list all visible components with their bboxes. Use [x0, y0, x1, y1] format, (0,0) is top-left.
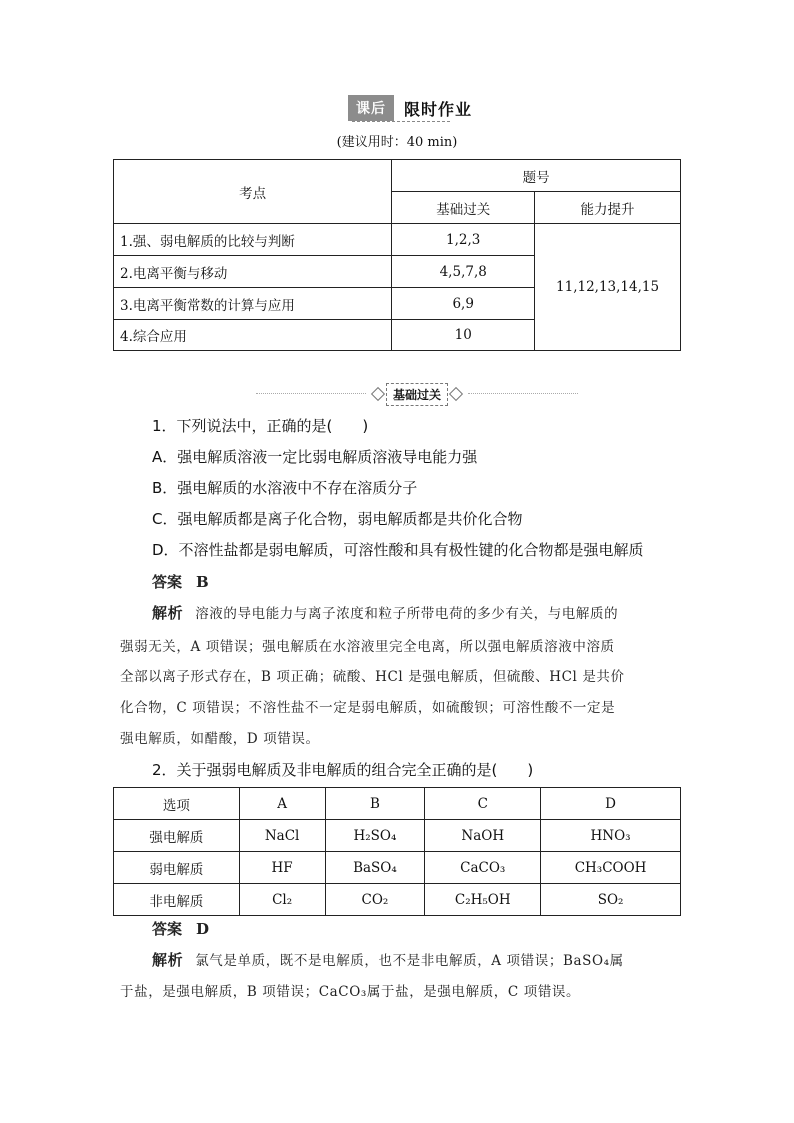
table-cell: 弱电解质 — [114, 852, 240, 884]
answer-value: D — [196, 920, 210, 938]
suggested-time: (建议用时：40 min) — [336, 135, 458, 150]
table-cell: NaOH — [425, 820, 541, 852]
table-cell: CaCO₃ — [425, 852, 541, 884]
table-cell: Cl₂ — [239, 884, 325, 916]
diamond-icon — [371, 387, 385, 401]
table-header-cell: B — [325, 788, 425, 820]
q1-option-c: C．强电解质都是离子化合物，弱电解质都是共价化合物 — [152, 510, 523, 528]
answer-value: B — [196, 573, 209, 591]
q1-explain-line: 全部以离子形式存在，B 项正确；硫酸、HCl 是强电解质，但硫酸、HCl 是共价 — [120, 669, 625, 685]
table-cell: C₂H₅OH — [425, 884, 541, 916]
answer-label: 答案 — [152, 573, 183, 591]
q1-explain-line: 强电解质，如醋酸，D 项错误。 — [120, 731, 320, 747]
table-cell: BaSO₄ — [325, 852, 425, 884]
section-banner — [370, 381, 464, 407]
topic-cell: 4.综合应用 — [114, 320, 392, 351]
table-cell: SO₂ — [541, 884, 681, 916]
header-basic: 基础过关 — [392, 192, 535, 224]
basic-cell: 10 — [392, 320, 535, 351]
header-underline — [352, 121, 450, 122]
table-header-cell: A — [239, 788, 325, 820]
table-cell: 非电解质 — [114, 884, 240, 916]
table-cell: CH₃COOH — [541, 852, 681, 884]
q2-explain-line: 于盐，是强电解质，B 项错误；CaCO₃属于盐，是强电解质，C 项错误。 — [120, 984, 581, 1000]
table-cell: 强电解质 — [114, 820, 240, 852]
basic-cell: 6,9 — [392, 288, 535, 320]
q1-explain-line: 强弱无关，A 项错误；强电解质在水溶液里完全电离，所以强电解质溶液中溶质 — [120, 639, 615, 655]
q1-option-d: D．不溶性盐都是弱电解质，可溶性酸和具有极性键的化合物都是强电解质 — [152, 541, 644, 559]
header-topic: 考点 — [114, 160, 392, 224]
table-header-cell: D — [541, 788, 681, 820]
topic-cell: 1.强、弱电解质的比较与判断 — [114, 224, 392, 256]
q1-option-b: B．强电解质的水溶液中不存在溶质分子 — [152, 479, 418, 497]
section-label: 基础过关 — [386, 383, 448, 406]
table-cell: H₂SO₄ — [325, 820, 425, 852]
answer-label: 答案 — [152, 920, 183, 938]
explain-label: 解析 — [152, 604, 184, 622]
explain-label: 解析 — [152, 951, 184, 969]
table-cell: HNO₃ — [541, 820, 681, 852]
explain-text: 溶液的导电能力与离子浓度和粒子所带电荷的多少有关，与电解质的 — [195, 606, 619, 622]
q1-explain-line — [152, 603, 618, 624]
banner-rule-left — [256, 393, 366, 394]
basic-cell: 4,5,7,8 — [392, 256, 535, 288]
q1-answer — [152, 571, 209, 592]
explain-text: 氯气是单质，既不是电解质，也不是非电解质，A 项错误；BaSO₄属 — [195, 953, 624, 969]
header-title: 限时作业 — [404, 99, 473, 119]
section-header — [348, 95, 472, 121]
table-header-cell: 选项 — [114, 788, 240, 820]
q2-answer — [152, 918, 209, 939]
header-tag: 课后 — [348, 95, 394, 121]
diamond-icon — [449, 387, 463, 401]
topic-cell: 3.电离平衡常数的计算与应用 — [114, 288, 392, 320]
table-cell: CO₂ — [325, 884, 425, 916]
table-header-cell: C — [425, 788, 541, 820]
table-cell: NaCl — [239, 820, 325, 852]
q2-stem: 2．关于强弱电解质及非电解质的组合完全正确的是( ) — [152, 761, 534, 779]
header-numbers: 题号 — [392, 160, 681, 192]
topic-table — [113, 159, 681, 351]
q1-option-a: A．强电解质溶液一定比弱电解质溶液导电能力强 — [152, 448, 478, 466]
q1-explain-line: 化合物，C 项错误；不溶性盐不一定是弱电解质，如硫酸钡；可溶性酸不一定是 — [120, 700, 616, 716]
q2-table — [113, 787, 681, 916]
q2-explain-line — [152, 950, 624, 971]
banner-rule-right — [468, 393, 578, 394]
q1-stem: 1．下列说法中，正确的是( ) — [152, 417, 369, 435]
header-advanced: 能力提升 — [535, 192, 681, 224]
basic-cell: 1,2,3 — [392, 224, 535, 256]
advanced-cell: 11,12,13,14,15 — [535, 224, 681, 351]
topic-cell: 2.电离平衡与移动 — [114, 256, 392, 288]
table-cell: HF — [239, 852, 325, 884]
